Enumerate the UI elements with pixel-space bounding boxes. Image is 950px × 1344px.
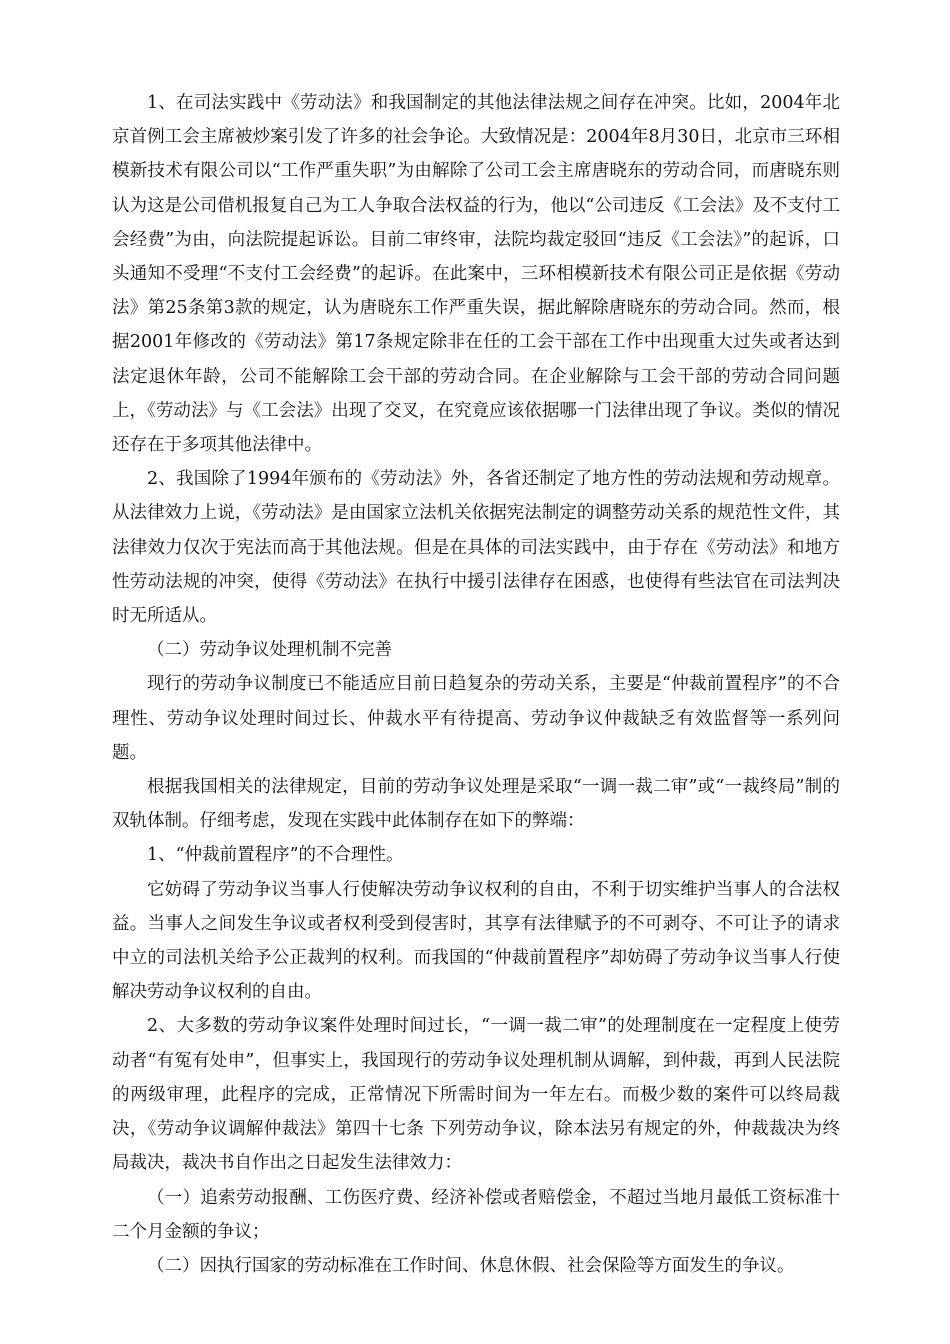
- paragraph-9: （二）因执行国家的劳动标准在工作时间、休息休假、社会保险等方面发生的争议。: [147, 1255, 795, 1276]
- paragraph-3: 现行的劳动争议制度已不能适应目前日趋复杂的劳动关系，主要是“仲裁前置程序”的不合理性、劳动争议处理时间过长、仲裁水平有待提高、劳动争议仲裁缺乏有效监督等一系列问题。: [112, 674, 840, 763]
- paragraph-5: 1、“仲裁前置程序”的不合理性。: [147, 845, 404, 866]
- paragraph-8: （一）追索劳动报酬、工伤医疗费、经济补偿或者赔偿金，不超过当地月最低工资标准十二个月金额的争议；: [112, 1187, 840, 1242]
- section-heading: （二）劳动争议处理机制不完善: [147, 640, 392, 661]
- document-body: [112, 86, 840, 1283]
- paragraph-6: 它妨碍了劳动争议当事人行使解决劳动争议权利的自由，不利于切实维护当事人的合法权益。当事人之间发生争议或者权利受到侵害时，其享有法律赋予的不可剥夺、不可让予的请求中立的司法机关给予公正裁判的权利。而我国的“仲裁前置程序”却妨碍了劳动争议当事人行使解决劳动争议权利的自由。: [112, 879, 840, 1003]
- paragraph-2: 2、我国除了1994年颁布的《劳动法》外，各省还制定了地方性的劳动法规和劳动规章。从法律效力上说，《劳动法》是由国家立法机关依据宪法制定的调整劳动关系的规范性文件，其法律效力仅次于宪法而高于其他法规。但是在具体的司法实践中，由于存在《劳动法》和地方性劳动法规的冲突，使得《劳动法》在执行中援引法律存在困惑，也使得有些法官在司法判决时无所适从。: [112, 469, 840, 627]
- paragraph-7: 2、大多数的劳动争议案件处理时间过长，“一调一裁二审”的处理制度在一定程度上使劳动者“有冤有处申”，但事实上，我国现行的劳动争议处理机制从调解，到仲裁，再到人民法院的两级审理，此程序的完成，正常情况下所需时间为一年左右。而极少数的案件可以终局裁决，《劳动争议调解仲裁法》第四十七条 下列劳动争议，除本法另有规定的外，仲裁裁决为终局裁决，裁决书自作出之日起发生法律效力：: [112, 1016, 840, 1174]
- paragraph-4: 根据我国相关的法律规定，目前的劳动争议处理是采取“一调一裁二审”或“一裁终局”制的双轨体制。仔细考虑，发现在实践中此体制存在如下的弊端：: [112, 777, 840, 832]
- paragraph-1: 1、在司法实践中《劳动法》和我国制定的其他法律法规之间存在冲突。比如，2004年北京首例工会主席被炒案引发了许多的社会争论。大致情况是：2004年8月30日，北京市三环相模新技术有限公司以“工作严重失职”为由解除了公司工会主席唐晓东的劳动合同，而唐晓东则认为这是公司借机报复自己为工人争取合法权益的行为，他以“公司违反《工会法》及不支付工会经费”为由，向法院提起诉讼。目前二审终审，法院均裁定驳回“违反《工会法》”的起诉，口头通知不受理“不支付工会经费”的起诉。在此案中，三环相模新技术有限公司正是依据《劳动法》第25条第3款的规定，认为唐晓东工作严重失误，据此解除唐晓东的劳动合同。然而，根据2001年修改的《劳动法》第17条规定除非在任的工会干部在工作中出现重大过失或者达到法定退休年龄，公司不能解除工会干部的劳动合同。在企业解除与工会干部的劳动合同问题上，《劳动法》与《工会法》出现了交叉，在究竟应该依据哪一门法律出现了争议。类似的情况还存在于多项其他法律中。: [112, 93, 840, 456]
